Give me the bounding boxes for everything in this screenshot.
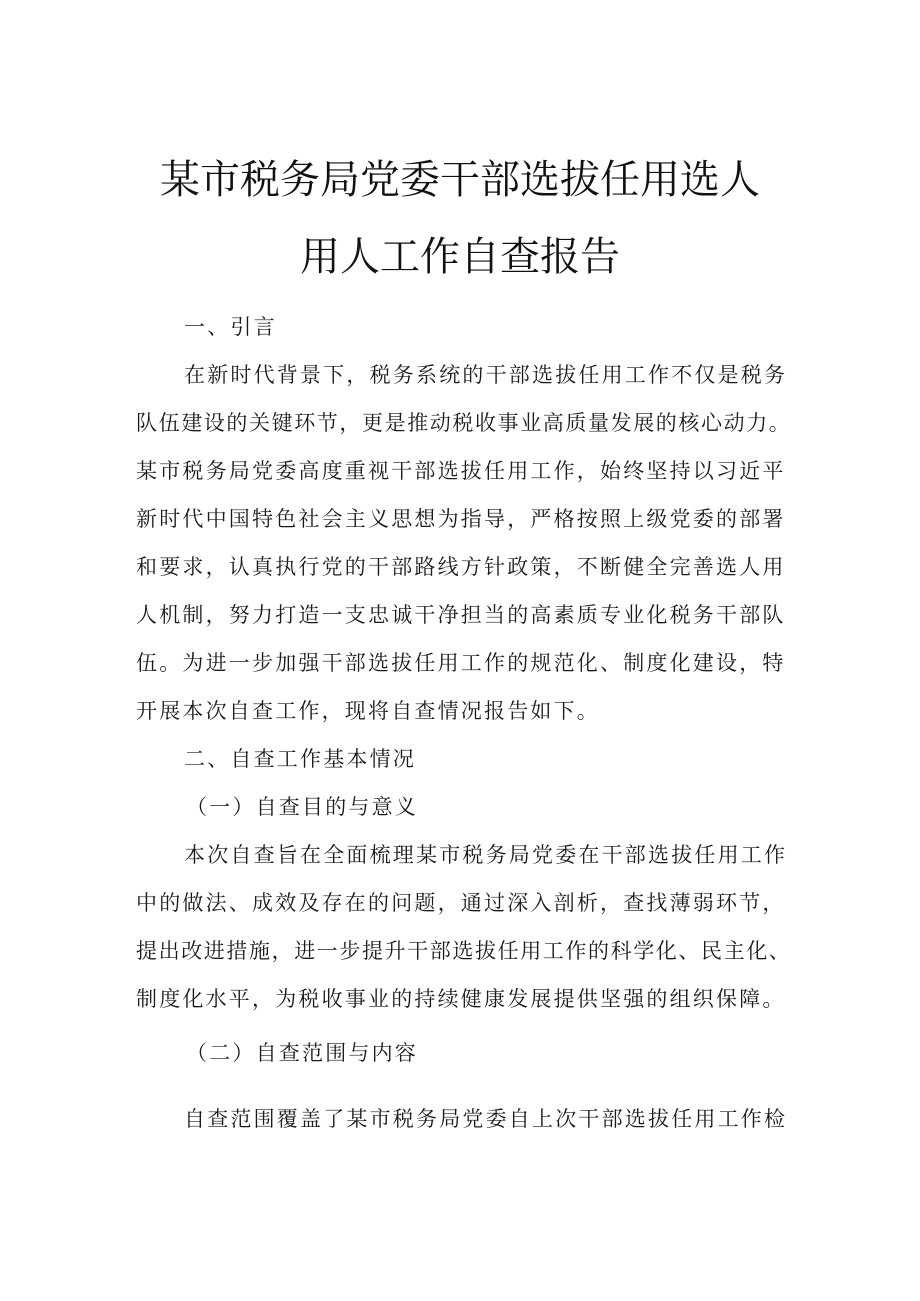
paragraph-line: 在新时代背景下，税务系统的干部选拔任用工作不仅是税务: [184, 363, 788, 387]
paragraph-line: 和要求，认真执行党的干部路线方针政策，不断健全完善选人用: [136, 555, 786, 579]
paragraph-line: 开展本次自查工作，现将自查情况报告如下。: [136, 699, 600, 723]
section-heading-self-inspection: 二、自查工作基本情况: [184, 747, 416, 771]
document-title-line-1: 某市税务局党委干部选拔任用选人: [160, 157, 760, 203]
paragraph-line: 伍。为进一步加强干部选拔任用工作的规范化、制度化建设，特: [136, 651, 786, 675]
paragraph-line: 某市税务局党委高度重视干部选拔任用工作，始终坚持以习近平: [136, 459, 786, 483]
paragraph-line: 本次自查旨在全面梳理某市税务局党委在干部选拔任用工作: [184, 843, 788, 867]
paragraph-line: 提出改进措施，进一步提升干部选拔任用工作的科学化、民主化、: [136, 939, 792, 963]
paragraph-line: 队伍建设的关键环节，更是推动税收事业高质量发展的核心动力。: [136, 411, 792, 435]
subsection-heading-scope: （二）自查范围与内容: [186, 1041, 418, 1065]
subsection-heading-purpose: （一）自查目的与意义: [186, 795, 418, 819]
paragraph-line: 新时代中国特色社会主义思想为指导，严格按照上级党委的部署: [136, 507, 786, 531]
paragraph-line: 制度化水平，为税收事业的持续健康发展提供坚强的组织保障。: [136, 987, 786, 1011]
document-title-line-2: 用人工作自查报告: [300, 234, 620, 280]
paragraph-line: 中的做法、成效及存在的问题，通过深入剖析，查找薄弱环节，: [136, 891, 786, 915]
section-heading-introduction: 一、引言: [184, 315, 277, 339]
paragraph-line: 自查范围覆盖了某市税务局党委自上次干部选拔任用工作检: [184, 1107, 788, 1131]
paragraph-line: 人机制，努力打造一支忠诚干净担当的高素质专业化税务干部队: [136, 603, 786, 627]
